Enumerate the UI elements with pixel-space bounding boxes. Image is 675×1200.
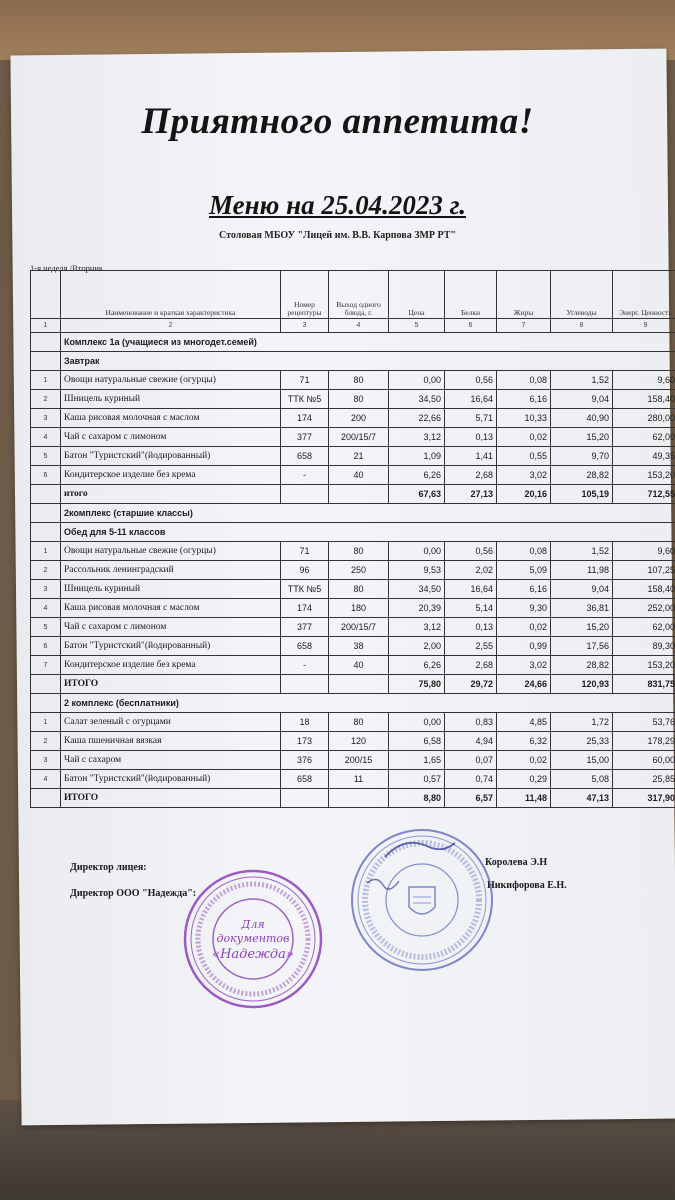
cell-output: 11 xyxy=(329,770,389,789)
week-day-label: 1-я неделя /Вторник xyxy=(30,263,104,273)
cell-carbs: 1,52 xyxy=(551,542,613,561)
cell-name: Салат зеленый с огурцами xyxy=(61,713,281,732)
empty-cell xyxy=(281,789,329,808)
cell-protein: 0,13 xyxy=(445,618,497,637)
total-label: ИТОГО xyxy=(61,675,281,694)
cell-energy: 62,00 xyxy=(613,428,675,447)
cell-fat: 5,09 xyxy=(497,561,551,580)
cell-energy: 53,76 xyxy=(613,713,675,732)
cell-price: 2,00 xyxy=(389,637,445,656)
cell-price: 1,09 xyxy=(389,447,445,466)
empty-cell xyxy=(31,352,61,371)
cell-recipe: 658 xyxy=(281,447,329,466)
cell-protein: 5,71 xyxy=(445,409,497,428)
cell-name: Каша рисовая молочная с маслом xyxy=(61,599,281,618)
cell-n: 5 xyxy=(31,618,61,637)
total-fat: 20,16 xyxy=(497,485,551,504)
header-cell-carbs: Углеводы xyxy=(551,271,613,319)
total-row xyxy=(31,485,675,504)
header-cell-output: Выход одного блюда, г. xyxy=(329,271,389,319)
cell-fat: 4,85 xyxy=(497,713,551,732)
total-label: итого xyxy=(61,485,281,504)
header-cell-recipe: Номер рецептуры xyxy=(281,271,329,319)
cell-price: 6,58 xyxy=(389,732,445,751)
cell-n: 2 xyxy=(31,390,61,409)
menu-table-body xyxy=(31,333,675,808)
table-row xyxy=(31,713,675,732)
cell-n: 3 xyxy=(31,409,61,428)
column-index: 6 xyxy=(445,319,497,333)
empty-cell xyxy=(31,523,61,542)
total-price: 67,63 xyxy=(389,485,445,504)
cell-output: 120 xyxy=(329,732,389,751)
header-cell-energy: Энерг. Ценность xyxy=(613,271,675,319)
menu-date-heading: Меню на 25.04.2023 г. xyxy=(209,190,466,220)
cell-recipe: 18 xyxy=(281,713,329,732)
total-energy: 712,55 xyxy=(613,485,675,504)
empty-cell xyxy=(31,485,61,504)
cell-carbs: 9,04 xyxy=(551,390,613,409)
cell-output: 180 xyxy=(329,599,389,618)
cell-fat: 0,55 xyxy=(497,447,551,466)
cell-price: 34,50 xyxy=(389,390,445,409)
cell-carbs: 40,90 xyxy=(551,409,613,428)
table-row xyxy=(31,637,675,656)
cell-protein: 2,68 xyxy=(445,466,497,485)
cell-n: 1 xyxy=(31,542,61,561)
table-row xyxy=(31,466,675,485)
cell-n: 2 xyxy=(31,561,61,580)
empty-cell xyxy=(281,485,329,504)
cell-output: 80 xyxy=(329,580,389,599)
director-lyceum-label: Директор лицея: xyxy=(70,862,147,873)
cell-energy: 252,00 xyxy=(613,599,675,618)
cell-price: 0,00 xyxy=(389,542,445,561)
cell-recipe: 658 xyxy=(281,770,329,789)
page-title: Приятного аппетита! xyxy=(141,101,534,142)
cell-output: 80 xyxy=(329,542,389,561)
cell-energy: 178,29 xyxy=(613,732,675,751)
nadezhda-stamp xyxy=(182,868,324,1010)
cell-fat: 6,16 xyxy=(497,580,551,599)
cell-carbs: 28,82 xyxy=(551,656,613,675)
cell-fat: 6,32 xyxy=(497,732,551,751)
cell-price: 0,00 xyxy=(389,371,445,390)
column-index: 1 xyxy=(31,319,61,333)
cell-price: 6,26 xyxy=(389,656,445,675)
cell-carbs: 28,82 xyxy=(551,466,613,485)
cell-recipe: 174 xyxy=(281,599,329,618)
total-energy: 317,90 xyxy=(613,789,675,808)
header-cell-price: Цена xyxy=(389,271,445,319)
cell-name: Каша пшеничная вязкая xyxy=(61,732,281,751)
cell-price: 34,50 xyxy=(389,580,445,599)
cell-n: 3 xyxy=(31,580,61,599)
cell-output: 200/15/7 xyxy=(329,618,389,637)
cell-energy: 158,40 xyxy=(613,580,675,599)
cell-output: 40 xyxy=(329,656,389,675)
cell-carbs: 1,52 xyxy=(551,371,613,390)
empty-cell xyxy=(31,333,61,352)
cell-energy: 9,60 xyxy=(613,542,675,561)
cell-n: 4 xyxy=(31,770,61,789)
cell-protein: 5,14 xyxy=(445,599,497,618)
cell-n: 1 xyxy=(31,371,61,390)
cell-energy: 158,40 xyxy=(613,390,675,409)
total-price: 8,80 xyxy=(389,789,445,808)
table-row xyxy=(31,751,675,770)
empty-cell xyxy=(329,485,389,504)
cell-energy: 9,60 xyxy=(613,371,675,390)
cell-carbs: 1,72 xyxy=(551,713,613,732)
lyceum-stamp xyxy=(347,825,497,975)
cell-protein: 16,64 xyxy=(445,580,497,599)
cell-protein: 2,02 xyxy=(445,561,497,580)
cell-name: Батон "Туристский"(йодированный) xyxy=(61,770,281,789)
cell-energy: 280,00 xyxy=(613,409,675,428)
complex-3-heading-label: 2 комплекс (бесплатники) xyxy=(61,694,675,713)
stamp-line-2: документов xyxy=(216,932,290,945)
cell-output: 40 xyxy=(329,466,389,485)
total-row xyxy=(31,675,675,694)
cell-energy: 153,20 xyxy=(613,656,675,675)
cell-protein: 1,41 xyxy=(445,447,497,466)
cell-energy: 62,00 xyxy=(613,618,675,637)
cell-price: 6,26 xyxy=(389,466,445,485)
cell-protein: 0,13 xyxy=(445,428,497,447)
total-carbs: 105,19 xyxy=(551,485,613,504)
cell-name: Батон "Туристский"(йодированный) xyxy=(61,637,281,656)
cell-energy: 60,00 xyxy=(613,751,675,770)
total-energy: 831,75 xyxy=(613,675,675,694)
total-carbs: 47,13 xyxy=(551,789,613,808)
cell-n: 7 xyxy=(31,656,61,675)
cell-fat: 0,99 xyxy=(497,637,551,656)
cell-recipe: 377 xyxy=(281,428,329,447)
cell-name: Чай с сахаром с лимоном xyxy=(61,428,281,447)
cell-recipe: 174 xyxy=(281,409,329,428)
cell-n: 2 xyxy=(31,732,61,751)
cell-fat: 10,33 xyxy=(497,409,551,428)
table-row xyxy=(31,390,675,409)
cell-price: 9,53 xyxy=(389,561,445,580)
cell-output: 80 xyxy=(329,390,389,409)
total-protein: 29,72 xyxy=(445,675,497,694)
cell-recipe: 71 xyxy=(281,371,329,390)
cell-recipe: 173 xyxy=(281,732,329,751)
cell-output: 250 xyxy=(329,561,389,580)
cell-price: 1,65 xyxy=(389,751,445,770)
cell-energy: 107,25 xyxy=(613,561,675,580)
cell-n: 4 xyxy=(31,599,61,618)
cell-carbs: 25,33 xyxy=(551,732,613,751)
cell-price: 22,66 xyxy=(389,409,445,428)
cell-name: Овощи натуральные свежие (огурцы) xyxy=(61,371,281,390)
table-row xyxy=(31,599,675,618)
cell-price: 3,12 xyxy=(389,428,445,447)
signatory-nikiforova: Никифорова Е.Н. xyxy=(487,880,567,891)
table-header-row xyxy=(31,271,675,319)
signatory-korolev: Королева Э.Н xyxy=(485,857,548,868)
cell-n: 3 xyxy=(31,751,61,770)
cell-energy: 25,85 xyxy=(613,770,675,789)
cell-recipe: ТТК №5 xyxy=(281,580,329,599)
table-row xyxy=(31,371,675,390)
header-cell-fat: Жиры xyxy=(497,271,551,319)
cell-protein: 4,94 xyxy=(445,732,497,751)
cell-output: 200/15/7 xyxy=(329,428,389,447)
cell-n: 6 xyxy=(31,466,61,485)
director-ooo-label: Директор ООО "Надежда": xyxy=(70,888,197,899)
empty-cell xyxy=(31,675,61,694)
cell-price: 0,57 xyxy=(389,770,445,789)
total-label: ИТОГО xyxy=(61,789,281,808)
cell-carbs: 9,04 xyxy=(551,580,613,599)
empty-cell xyxy=(31,694,61,713)
total-fat: 24,66 xyxy=(497,675,551,694)
cell-n: 4 xyxy=(31,428,61,447)
column-index: 9 xyxy=(613,319,675,333)
cell-name: Каша рисовая молочная с маслом xyxy=(61,409,281,428)
cell-carbs: 9,70 xyxy=(551,447,613,466)
total-protein: 27,13 xyxy=(445,485,497,504)
total-row xyxy=(31,789,675,808)
cell-fat: 9,30 xyxy=(497,599,551,618)
complex-3-heading xyxy=(31,694,675,713)
cell-protein: 0,74 xyxy=(445,770,497,789)
stamp-line-3: «Надежда» xyxy=(212,947,294,962)
cell-fat: 3,02 xyxy=(497,656,551,675)
column-index: 7 xyxy=(497,319,551,333)
cell-recipe: ТТК №5 xyxy=(281,390,329,409)
cell-name: Овощи натуральные свежие (огурцы) xyxy=(61,542,281,561)
total-protein: 6,57 xyxy=(445,789,497,808)
cell-recipe: - xyxy=(281,466,329,485)
cell-energy: 89,30 xyxy=(613,637,675,656)
cell-fat: 0,02 xyxy=(497,751,551,770)
cell-protein: 0,83 xyxy=(445,713,497,732)
cell-carbs: 15,20 xyxy=(551,618,613,637)
cell-carbs: 11,98 xyxy=(551,561,613,580)
column-index: 4 xyxy=(329,319,389,333)
empty-cell xyxy=(31,789,61,808)
cell-output: 200/15 xyxy=(329,751,389,770)
complex-2-meal-heading xyxy=(31,523,675,542)
stamp-line-1: Для xyxy=(241,918,265,931)
cell-protein: 16,64 xyxy=(445,390,497,409)
table-row xyxy=(31,447,675,466)
cell-name: Чай с сахаром xyxy=(61,751,281,770)
table-row xyxy=(31,561,675,580)
cell-recipe: 377 xyxy=(281,618,329,637)
cell-protein: 2,68 xyxy=(445,656,497,675)
complex-2-heading xyxy=(31,504,675,523)
cell-output: 80 xyxy=(329,713,389,732)
cell-recipe: - xyxy=(281,656,329,675)
table-row xyxy=(31,618,675,637)
cell-price: 3,12 xyxy=(389,618,445,637)
canteen-name: Столовая МБОУ "Лицей им. В.В. Карпова ЗМР РТ" xyxy=(219,230,456,241)
cell-carbs: 15,20 xyxy=(551,428,613,447)
total-carbs: 120,93 xyxy=(551,675,613,694)
cell-protein: 0,56 xyxy=(445,542,497,561)
table-row xyxy=(31,656,675,675)
cell-name: Чай с сахаром с лимоном xyxy=(61,618,281,637)
cell-output: 80 xyxy=(329,371,389,390)
cell-recipe: 376 xyxy=(281,751,329,770)
cell-fat: 0,02 xyxy=(497,618,551,637)
column-index-row xyxy=(31,319,675,333)
header-cell-name: Наименование и краткая характеристика xyxy=(61,271,281,319)
header-cell-protein: Белки xyxy=(445,271,497,319)
table-row xyxy=(31,428,675,447)
cell-price: 20,39 xyxy=(389,599,445,618)
cell-carbs: 15,00 xyxy=(551,751,613,770)
cell-output: 21 xyxy=(329,447,389,466)
cell-fat: 0,08 xyxy=(497,542,551,561)
table-row xyxy=(31,409,675,428)
cell-recipe: 96 xyxy=(281,561,329,580)
empty-cell xyxy=(31,504,61,523)
cell-recipe: 71 xyxy=(281,542,329,561)
table-row xyxy=(31,732,675,751)
complex-1-meal-heading-label: Завтрак xyxy=(61,352,675,371)
complex-1-heading xyxy=(31,333,675,352)
cell-name: Кондитерское изделие без крема xyxy=(61,656,281,675)
table-row xyxy=(31,770,675,789)
header-cell-empty xyxy=(31,271,61,319)
cell-recipe: 658 xyxy=(281,637,329,656)
cell-fat: 0,29 xyxy=(497,770,551,789)
empty-cell xyxy=(281,675,329,694)
complex-2-meal-heading-label: Обед для 5-11 классов xyxy=(61,523,675,542)
column-index: 5 xyxy=(389,319,445,333)
column-index: 3 xyxy=(281,319,329,333)
cell-protein: 2,55 xyxy=(445,637,497,656)
cell-fat: 0,02 xyxy=(497,428,551,447)
cell-fat: 6,16 xyxy=(497,390,551,409)
cell-n: 5 xyxy=(31,447,61,466)
cell-price: 0,00 xyxy=(389,713,445,732)
cell-n: 1 xyxy=(31,713,61,732)
cell-name: Кондитерское изделие без крема xyxy=(61,466,281,485)
total-price: 75,80 xyxy=(389,675,445,694)
cell-output: 38 xyxy=(329,637,389,656)
complex-2-heading-label: 2комплекс (старшие классы) xyxy=(61,504,675,523)
cell-carbs: 17,56 xyxy=(551,637,613,656)
table-row xyxy=(31,580,675,599)
cell-protein: 0,56 xyxy=(445,371,497,390)
cell-n: 6 xyxy=(31,637,61,656)
cell-name: Шницель куриный xyxy=(61,390,281,409)
total-fat: 11,48 xyxy=(497,789,551,808)
menu-table xyxy=(30,270,675,808)
cell-name: Батон "Туристский"(йодированный) xyxy=(61,447,281,466)
cell-protein: 0,07 xyxy=(445,751,497,770)
column-index: 8 xyxy=(551,319,613,333)
cell-carbs: 5,08 xyxy=(551,770,613,789)
column-index: 2 xyxy=(61,319,281,333)
complex-1-heading-label: Комплекс 1а (учащиеся из многодет.семей) xyxy=(61,333,675,352)
cell-carbs: 36,81 xyxy=(551,599,613,618)
cell-output: 200 xyxy=(329,409,389,428)
complex-1-meal-heading xyxy=(31,352,675,371)
cell-name: Шницель куриный xyxy=(61,580,281,599)
cell-name: Рассольник ленинградский xyxy=(61,561,281,580)
cell-energy: 49,35 xyxy=(613,447,675,466)
cell-fat: 0,08 xyxy=(497,371,551,390)
cell-energy: 153,20 xyxy=(613,466,675,485)
empty-cell xyxy=(329,675,389,694)
table-row xyxy=(31,542,675,561)
cell-fat: 3,02 xyxy=(497,466,551,485)
empty-cell xyxy=(329,789,389,808)
